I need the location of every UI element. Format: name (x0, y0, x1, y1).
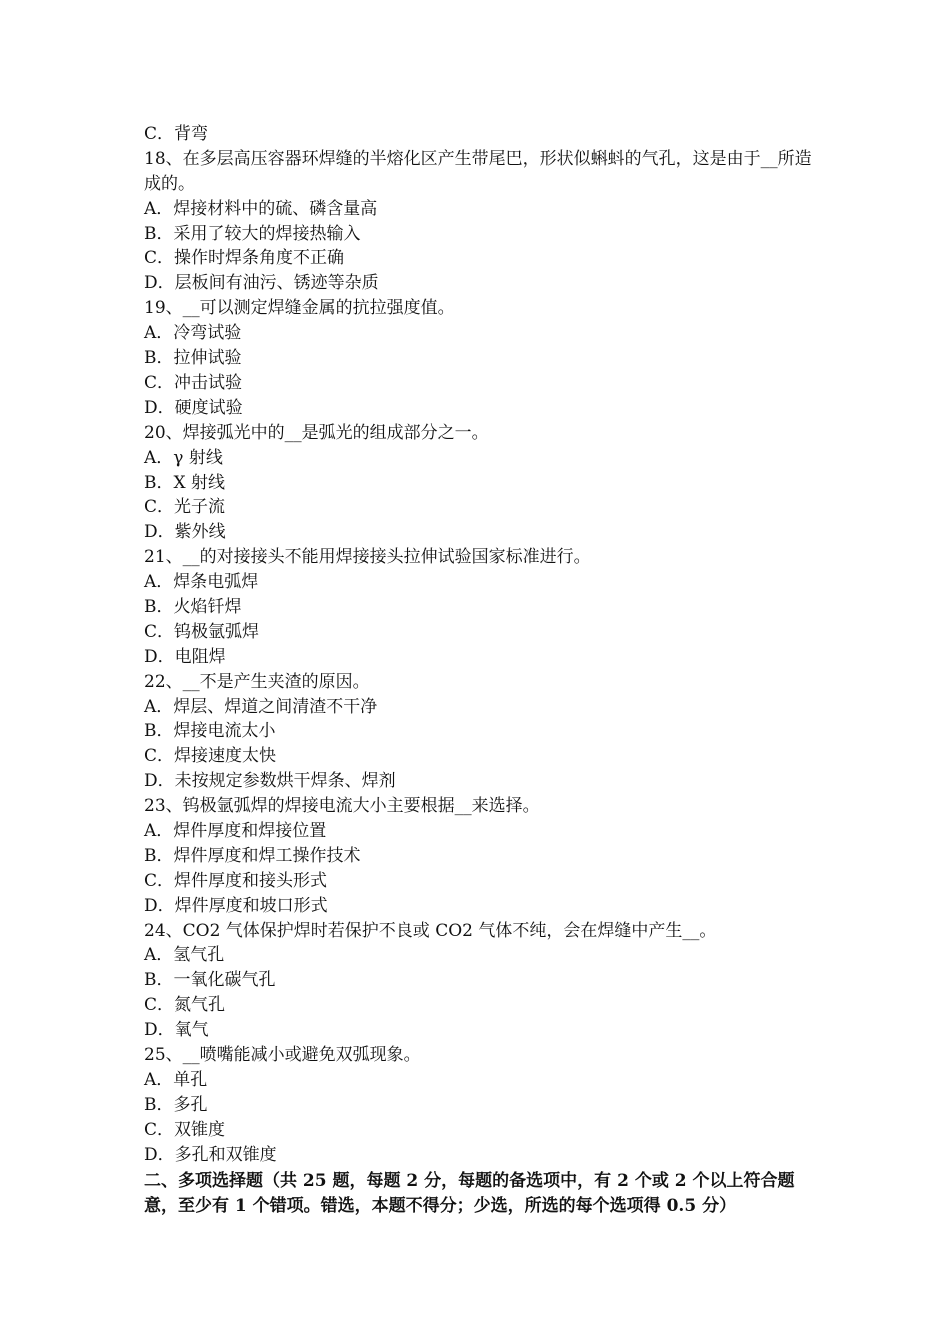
q22-option-d: D．未按规定参数烘干焊条、焊剂 (144, 771, 396, 792)
q25-option-a: A．单孔 (144, 1069, 208, 1090)
q24-option-a: A．氢气孔 (144, 945, 225, 966)
q22-option-a: A．焊层、焊道之间清渣不干净 (144, 696, 378, 717)
q21-option-a: A．焊条电弧焊 (144, 572, 259, 593)
q24-option-c: C．氮气孔 (144, 995, 226, 1016)
question-19: 19、__可以测定焊缝金属的抗拉强度值。 (144, 298, 455, 319)
q19-option-d: D．硬度试验 (144, 397, 243, 418)
q22-option-b: B．焊接电流太小 (144, 721, 276, 742)
q22-option-c: C．焊接速度太快 (144, 746, 277, 767)
question-21: 21、__的对接接头不能用焊接接头拉伸试验国家标准进行。 (144, 547, 591, 568)
question-20: 20、焊接弧光中的__是弧光的组成部分之一。 (144, 422, 489, 443)
document-page (144, 122, 816, 1219)
q19-option-b: B．拉伸试验 (144, 348, 242, 369)
q18-option-b: B．采用了较大的焊接热输入 (144, 223, 361, 244)
q20-option-a: A．γ 射线 (144, 447, 223, 468)
q20-option-d: D．紫外线 (144, 522, 226, 543)
q25-option-d: D．多孔和双锥度 (144, 1144, 277, 1165)
section-heading-multiple-choice: 二、多项选择题（共 25 题，每题 2 分，每题的备选项中，有 2 个或 2 个以上符合题意，至少有 1 个错项。错选，本题不得分；少选，所选的每个选项得 0.5 分） (144, 1171, 795, 1217)
q20-option-c: C．光子流 (144, 497, 226, 518)
question-18: 18、在多层高压容器环焊缝的半熔化区产生带尾巴，形状似蝌蚪的气孔，这是由于__所造成的。 (144, 148, 812, 194)
q25-option-c: C．双锥度 (144, 1119, 226, 1140)
q20-option-b: B．X 射线 (144, 472, 225, 493)
q23-option-b: B．焊件厚度和焊工操作技术 (144, 845, 361, 866)
q21-option-d: D．电阻焊 (144, 646, 226, 667)
question-22: 22、__不是产生夹渣的原因。 (144, 671, 370, 692)
question-24: 24、CO2 气体保护焊时若保护不良或 CO2 气体不纯，会在焊缝中产生__。 (144, 920, 717, 941)
q23-option-c: C．焊件厚度和接头形式 (144, 870, 328, 891)
q23-option-a: A．焊件厚度和焊接位置 (144, 820, 327, 841)
q21-option-b: B．火焰钎焊 (144, 596, 242, 617)
q24-option-d: D．氧气 (144, 1020, 209, 1041)
q19-option-c: C．冲击试验 (144, 372, 243, 393)
q23-option-d: D．焊件厚度和坡口形式 (144, 895, 328, 916)
q21-option-c: C．钨极氩弧焊 (144, 621, 260, 642)
q18-option-c: C．操作时焊条角度不正确 (144, 248, 345, 269)
q18-option-d: D．层板间有油污、锈迹等杂质 (144, 273, 379, 294)
question-25: 25、__喷嘴能减小或避免双弧现象。 (144, 1044, 421, 1065)
option-c-prev: C．背弯 (144, 124, 209, 144)
q19-option-a: A．冷弯试验 (144, 323, 242, 344)
q18-option-a: A．焊接材料中的硫、磷含量高 (144, 198, 378, 219)
q24-option-b: B．一氧化碳气孔 (144, 970, 276, 991)
q25-option-b: B．多孔 (144, 1094, 208, 1115)
question-23: 23、钨极氩弧焊的焊接电流大小主要根据__来选择。 (144, 796, 540, 817)
